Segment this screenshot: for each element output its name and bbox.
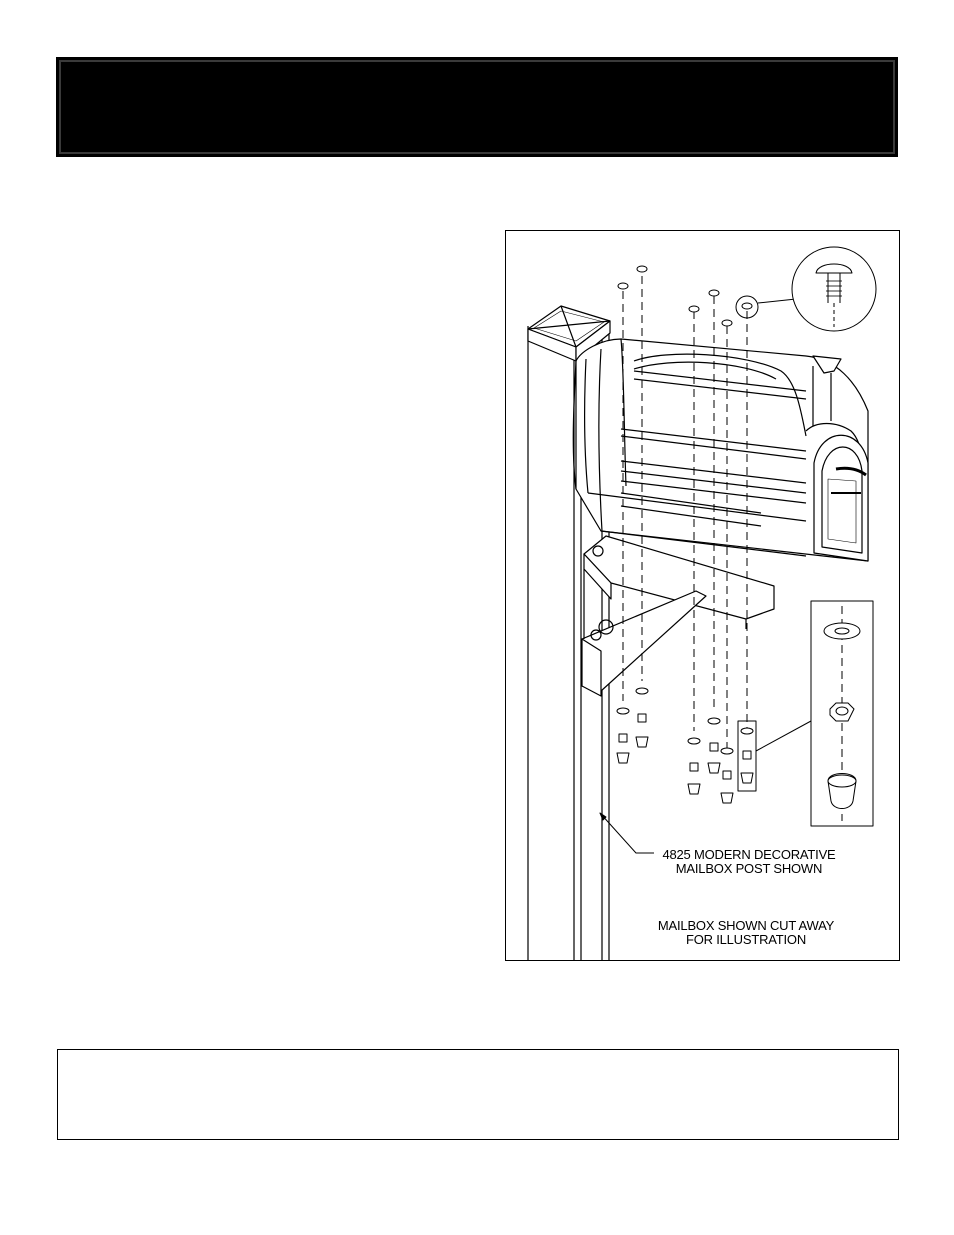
mailbox [573,339,868,561]
assembly-diagram [505,230,900,961]
note-box [57,1049,899,1140]
post-callout-label: 4825 MODERN DECORATIVE MAILBOX POST SHOWN [662,847,836,876]
header-banner [56,57,898,157]
callout-leader [600,813,654,853]
cutaway-note-label: MAILBOX SHOWN CUT AWAY FOR ILLUSTRATION [657,918,835,947]
mounting-bracket [582,536,774,696]
